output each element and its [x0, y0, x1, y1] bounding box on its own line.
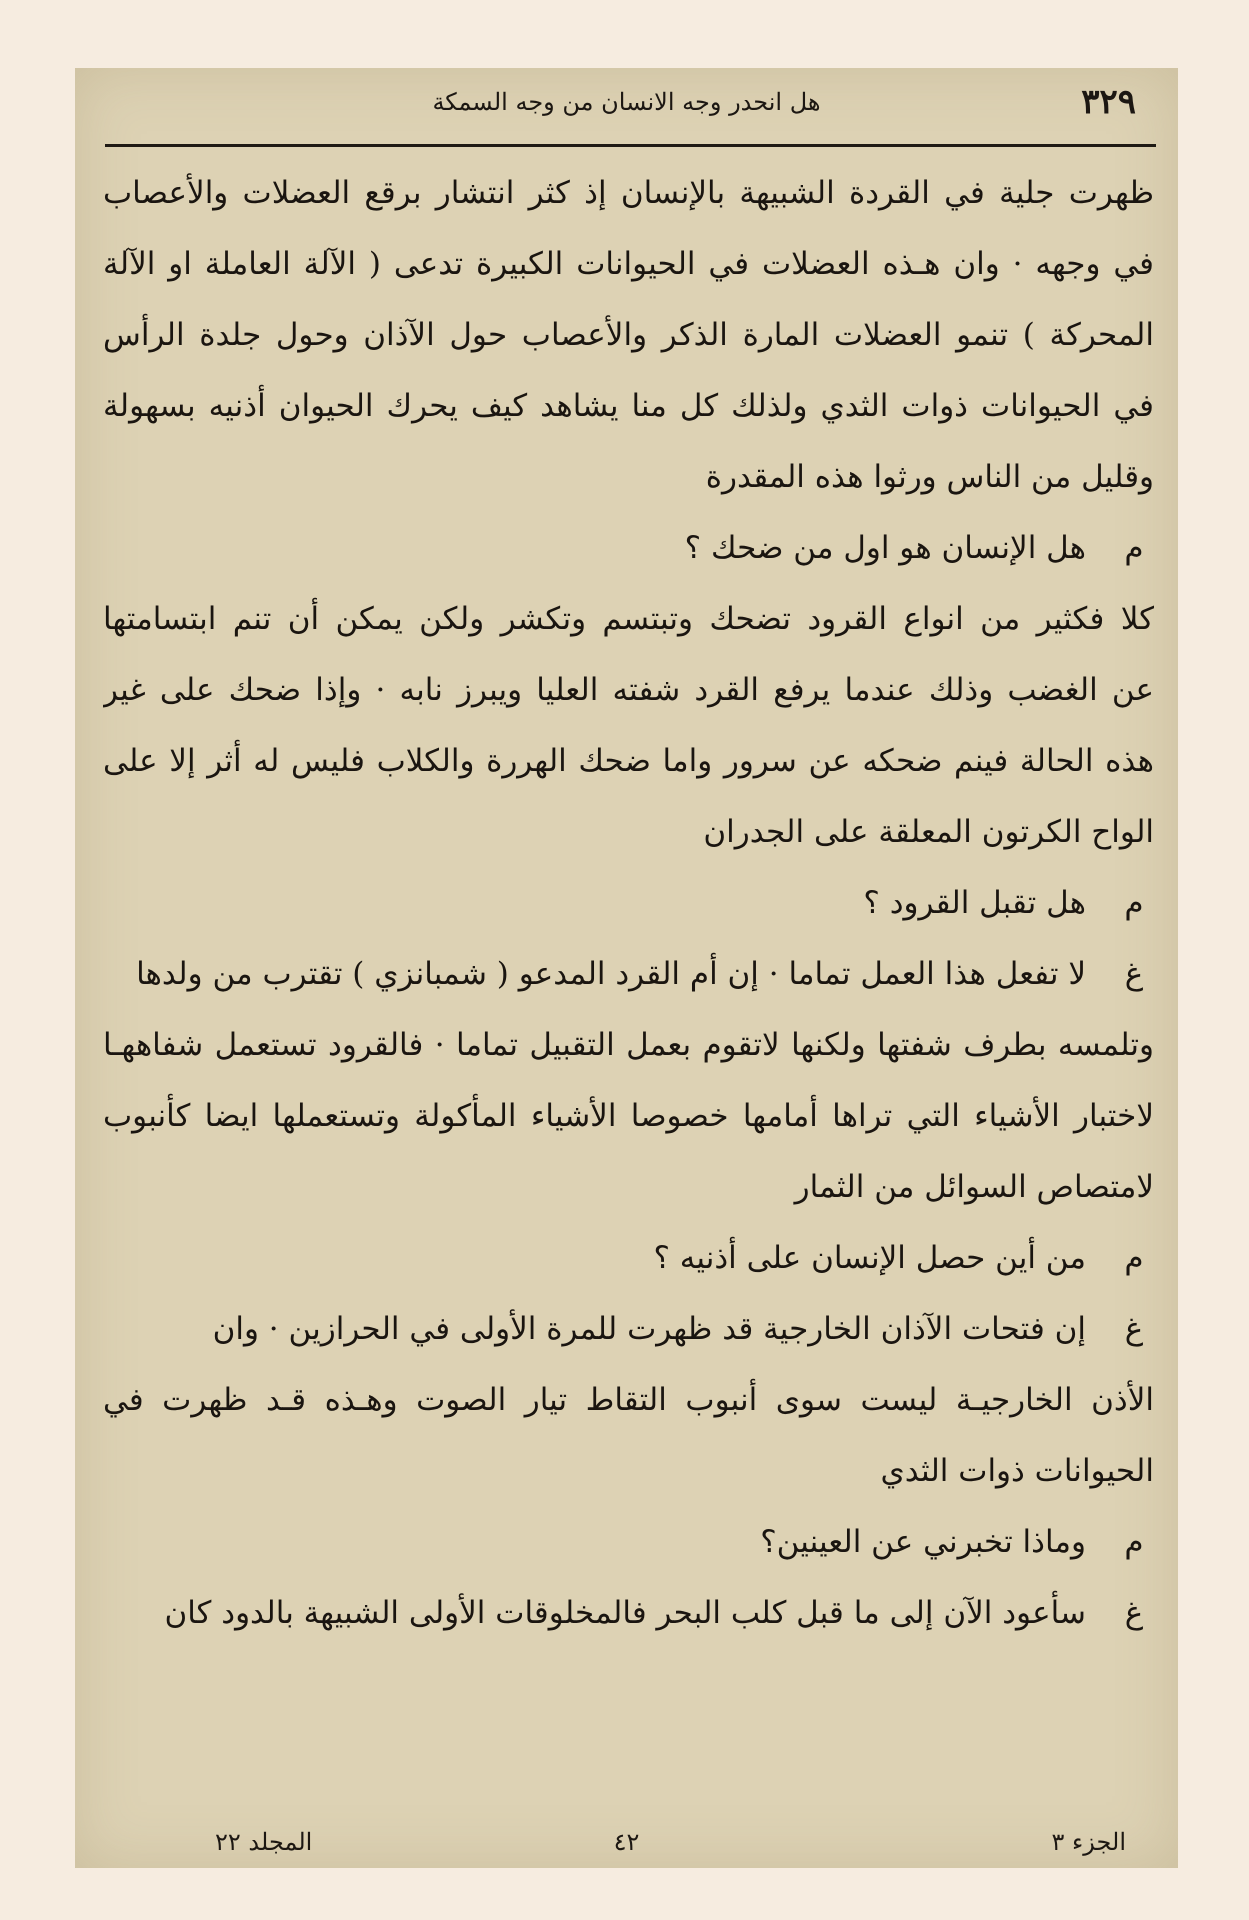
text-line: ظهرت جلية في القردة الشبيهة بالإنسان إذ كثر انتشار برقع العضلات والأعصاب [103, 175, 1154, 211]
answer-marker: غ [1124, 1595, 1144, 1631]
question-line: موماذا تخبرني عن العينين؟ [103, 1507, 1154, 1578]
text-line: المحركة ) تنمو العضلات المارة الذكر والأعصاب حول الآذان وحول جلدة الرأس [103, 317, 1154, 353]
page-number: ٣٢٩ [1081, 82, 1136, 122]
answer-line: غإن فتحات الآذان الخارجية قد ظهرت للمرة الأولى في الحرازين · وان [103, 1294, 1154, 1365]
text-line: هذه الحالة فينم ضحكه عن سرور واما ضحك الهررة والكلاب فليس له أثر إلا على [103, 743, 1154, 779]
question-marker: م [1124, 530, 1144, 566]
sheet-number: ٤٢ [613, 1828, 640, 1856]
book-page [75, 68, 1178, 1868]
question-line: مهل تقبل القرود ؟ [103, 868, 1154, 939]
text-line: في وجهه · وان هـذه العضلات في الحيوانات الكبيرة تدعى ( الآلة العاملة او الآلة [103, 246, 1154, 282]
text-line: عن الغضب وذلك عندما يرفع القرد شفته العليا ويبرز نابه · وإذا ضحك على غير [103, 672, 1154, 708]
text-line: الأذن الخارجيـة ليست سوى أنبوب التقاط تيار الصوت وهـذه قـد ظهرت في [103, 1382, 1154, 1418]
text-line: الحيوانات ذوات الثدي [880, 1453, 1154, 1489]
answer-marker: غ [1124, 956, 1144, 992]
volume-label: المجلد ٢٢ [215, 1828, 313, 1856]
question-line: مهل الإنسان هو اول من ضحك ؟ [103, 513, 1154, 584]
answer-line: غسأعود الآن إلى ما قبل كلب البحر فالمخلوقات الأولى الشبيهة بالدود كان [103, 1578, 1154, 1649]
text-line: لامتصاص السوائل من الثمار [794, 1169, 1154, 1205]
text-line: وقليل من الناس ورثوا هذه المقدرة [705, 459, 1154, 495]
question-marker: م [1124, 1240, 1144, 1276]
page-header [105, 80, 1148, 140]
question-marker: م [1124, 1524, 1144, 1560]
header-rule [105, 144, 1156, 147]
text-line: الواح الكرتون المعلقة على الجدران [703, 814, 1154, 850]
page-footer [105, 1828, 1148, 1868]
text-line: وتلمسه بطرف شفتها ولكنها لاتقوم بعمل التقبيل تماما · فالقرود تستعمل شفاههـا [103, 1027, 1154, 1063]
text-line: كلا فكثير من انواع القرود تضحك وتبتسم وتكشر ولكن يمكن أن تنم ابتسامتها [103, 601, 1154, 637]
running-title: هل انحدر وجه الانسان من وجه السمكة [432, 88, 821, 116]
answer-marker: غ [1124, 1311, 1144, 1347]
answer-line: غلا تفعل هذا العمل تماما · إن أم القرد المدعو ( شمبانزي ) تقترب من ولدها [103, 939, 1154, 1010]
question-marker: م [1124, 885, 1144, 921]
part-label: الجزء ٣ [1051, 1828, 1126, 1856]
text-line: لاختبار الأشياء التي تراها أمامها خصوصا الأشياء المأكولة وتستعملها ايضا كأنبوب [103, 1098, 1154, 1134]
page-body [103, 158, 1154, 1649]
text-line: في الحيوانات ذوات الثدي ولذلك كل منا يشاهد كيف يحرك الحيوان أذنيه بسهولة [103, 388, 1154, 424]
question-line: ممن أين حصل الإنسان على أذنيه ؟ [103, 1223, 1154, 1294]
